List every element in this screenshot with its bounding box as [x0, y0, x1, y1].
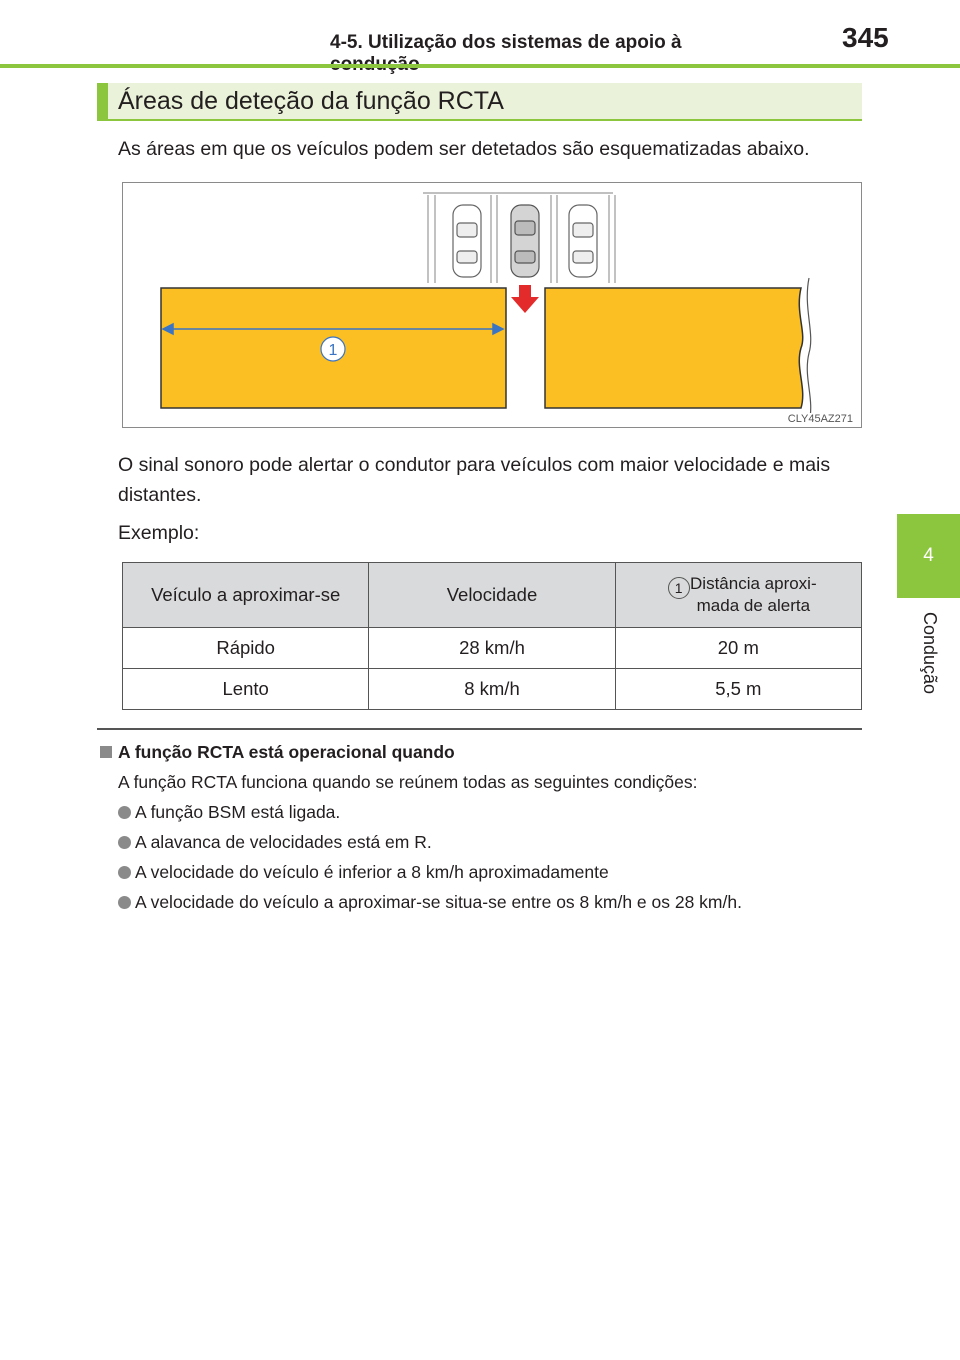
condition-item: [118, 832, 432, 853]
page-number: 345: [842, 22, 889, 53]
header-distance: [615, 563, 861, 628]
alert-note: O sinal sonoro pode alertar o condutor para veículos com maior velocidade e mais distantes.: [118, 454, 831, 506]
table-cell: Lento: [123, 669, 369, 710]
table-cell: 20 m: [615, 628, 861, 669]
conditions-intro: A função RCTA funciona quando se reúnem todas as seguintes condições:: [118, 772, 698, 792]
break-line: [807, 278, 810, 423]
intro-paragraph: As áreas em que os veículos podem ser detetados são esquematizadas abaixo.: [118, 138, 810, 160]
condition-text: A alavanca de velocidades está em R.: [135, 832, 432, 852]
table-header-row: [123, 563, 862, 628]
bullet-icon: [118, 896, 131, 909]
table-row: [123, 628, 862, 669]
header-vehicle: Veículo a aproximar-se: [123, 563, 369, 628]
callout-number: 1: [328, 342, 338, 359]
conditions-title: [100, 742, 455, 763]
example-label: Exemplo:: [118, 522, 200, 544]
section-heading: [97, 83, 862, 121]
running-header: 4-5. Utilização dos sistemas de apoio à: [330, 32, 682, 53]
table-cell: 5,5 m: [615, 669, 861, 710]
chapter-tab: [897, 514, 960, 598]
square-bullet-icon: [100, 746, 112, 758]
table-cell: 28 km/h: [369, 628, 615, 669]
header-rule: [0, 64, 960, 68]
table-cell: 8 km/h: [369, 669, 615, 710]
condition-text: A velocidade do veículo a aproximar-se situa-se entre os 8 km/h e os 28 km/h.: [135, 892, 742, 912]
condition-text: A velocidade do veículo é inferior a 8 km/h aproximadamente: [135, 862, 609, 882]
detection-area-diagram: [123, 183, 863, 429]
table-cell: Rápido: [123, 628, 369, 669]
section-heading-text: Áreas de deteção da função RCTA: [118, 87, 504, 115]
header-distance-line1: Distância aproxi-: [690, 574, 817, 593]
table-row: [123, 669, 862, 710]
parked-car-right: [569, 205, 597, 277]
detection-area-figure: [122, 182, 862, 428]
reverse-arrow-icon: [511, 285, 539, 313]
header-distance-line2: mada de alerta: [696, 596, 811, 615]
bullet-icon: [118, 836, 131, 849]
header-speed: Velocidade: [369, 563, 615, 628]
own-car: [511, 205, 539, 277]
conditions-title-text: A função RCTA está operacional quando: [118, 742, 455, 762]
parked-car-left: [453, 205, 481, 277]
condition-text: A função BSM está ligada.: [135, 802, 341, 822]
detection-zone-right: [545, 288, 803, 408]
condition-item: [118, 892, 742, 913]
figure-code: CLY45AZ271: [787, 413, 853, 425]
bullet-icon: [118, 806, 131, 819]
example-table: [122, 562, 862, 710]
bullet-icon: [118, 866, 131, 879]
condition-item: [118, 862, 609, 883]
chapter-label: Condução: [920, 612, 940, 695]
header-callout: 1: [668, 577, 690, 599]
chapter-number: 4: [923, 545, 934, 566]
condition-item: [118, 802, 340, 823]
section-divider: [97, 728, 862, 730]
